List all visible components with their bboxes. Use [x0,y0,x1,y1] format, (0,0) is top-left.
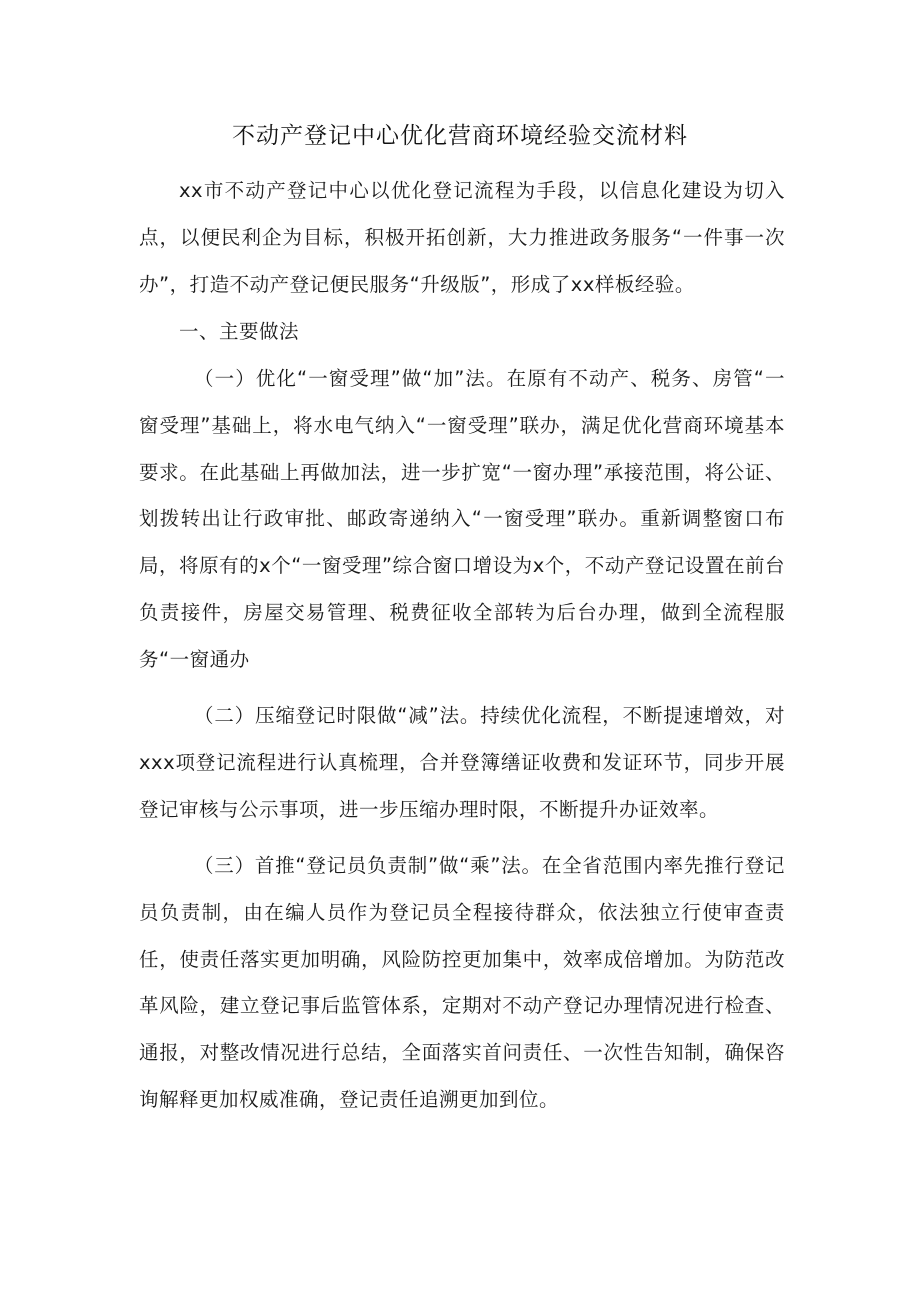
section-heading: 一、主要做法 [179,320,300,343]
paragraph-addition: （一）优化“一窗受理”做“加”法。在原有不动产、税务、房管“一窗受理”基础上，将水电气纳入“一窗受理”联办，满足优化营商环境基本要求。在此基础上再做加法，进一步扩宽“一窗办理”承接范围，将公证、划拨转出让行政审批、邮政寄递纳入“一窗受理”联办。重新调整窗口布局，将原有的x个“一窗受理”综合窗口增设为x个，不动产登记设置在前台负责接件，房屋交易管理、税费征收全部转为后台办理，做到全流程服务“一窗通办 [139,367,785,671]
intro-paragraph: xx市不动产登记中心以优化登记流程为手段，以信息化建设为切入点，以便民利企为目标，积极开拓创新，大力推进政务服务“一件事一次办”，打造不动产登记便民服务“升级版”，形成了xx样板经验。 [139,179,785,296]
paragraph-multiplication: （三）首推“登记员负责制”做“乘”法。在全省范围内率先推行登记员负责制，由在编人员作为登记员全程接待群众，依法独立行使审查责任，使责任落实更加明确，风险防控更加集中，效率成倍增加。为防范改革风险，建立登记事后监管体系，定期对不动产登记办理情况进行检查、通报，对整改情况进行总结，全面落实首问责任、一次性告知制，确保咨询解释更加权威准确，登记责任追溯更加到位。 [139,854,785,1111]
paragraph-subtraction: （二）压缩登记时限做“减”法。持续优化流程，不断提速增效，对xxx项登记流程进行认真梳理，合并登簿缮证收费和发证环节，同步开展登记审核与公示事项，进一步压缩办理时限，不断提升办证效率。 [139,704,785,821]
document-title: 不动产登记中心优化营商环境经验交流材料 [232,123,688,149]
